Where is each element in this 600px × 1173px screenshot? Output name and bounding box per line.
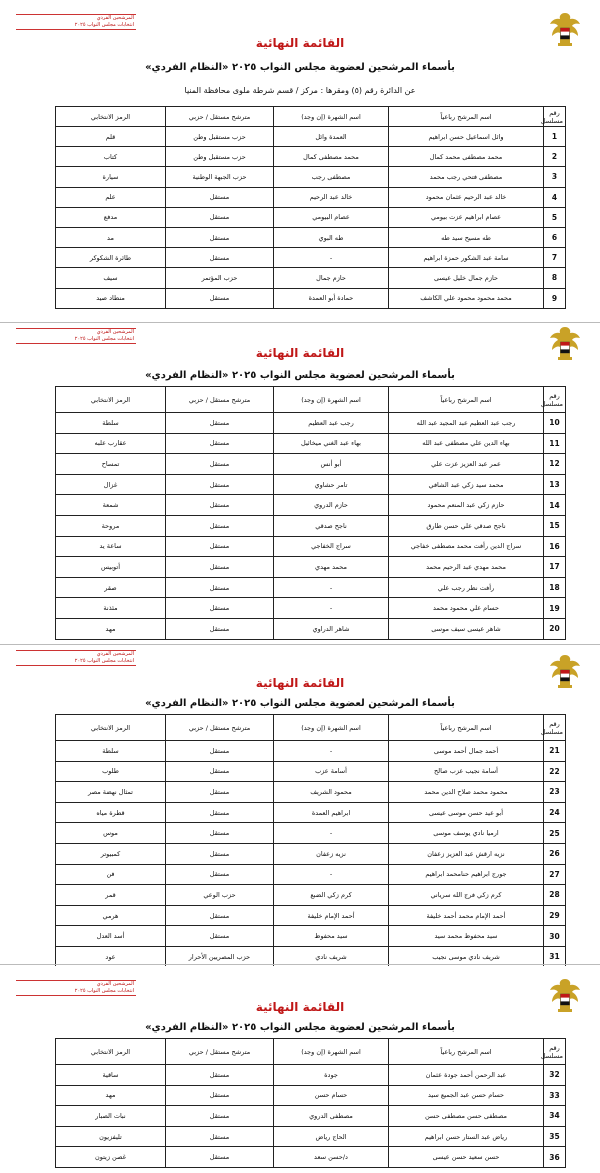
cell-fame: سراج الخفاجي (274, 536, 389, 557)
col-header-name: اسم المرشح رباعياً (389, 107, 544, 127)
cell-type: مستقل (166, 741, 274, 762)
cell-name: سراج الدين رأفت محمد مصطفى خفاجي (389, 536, 544, 557)
page-title: القائمة النهائية (255, 36, 345, 50)
cell-type: مستقل (166, 495, 274, 516)
cell-type: مستقل (166, 926, 274, 947)
cell-type: مستقل (166, 433, 274, 454)
cell-symbol: تمثال نهضة مصر (56, 782, 166, 803)
cell-type: مستقل (166, 515, 274, 536)
cell-name: مصطفى حسن مصطفى حسن (389, 1106, 544, 1127)
cell-num: 16 (544, 536, 566, 557)
cell-fame: محمد مهدي (274, 557, 389, 578)
cell-fame: حسام حسن (274, 1085, 389, 1106)
cell-num: 7 (544, 248, 566, 268)
cell-fame: - (274, 823, 389, 844)
cell-fame: أسامة عزب (274, 761, 389, 782)
table-row (56, 618, 566, 639)
cell-num: 35 (544, 1126, 566, 1147)
cell-name: مصطفى فتحي رجب محمد (389, 167, 544, 187)
table-row (56, 288, 566, 308)
page-divider (0, 964, 600, 965)
col-header-type: مترشح مستقل / حزبي (166, 715, 274, 741)
col-header-name: اسم المرشح رباعياً (389, 1039, 544, 1065)
cell-name: وائل اسماعيل حسن ابراهيم (389, 127, 544, 147)
table-row (56, 268, 566, 288)
col-header-symbol: الرمز الانتخابي (56, 387, 166, 413)
cell-num: 2 (544, 147, 566, 167)
col-header-symbol: الرمز الانتخابي (56, 1039, 166, 1065)
table-row (56, 843, 566, 864)
cell-num: 9 (544, 288, 566, 308)
table-row (56, 495, 566, 516)
cell-num: 25 (544, 823, 566, 844)
cell-fame: ناجح صدقي (274, 515, 389, 536)
table-row (56, 802, 566, 823)
table-row (56, 761, 566, 782)
cell-type: مستقل (166, 782, 274, 803)
cell-fame: حمادة أبو العمدة (274, 288, 389, 308)
cell-name: رأفت نظر رجب علي (389, 577, 544, 598)
candidates-table (55, 714, 566, 968)
cell-symbol: أتوبيس (56, 557, 166, 578)
cell-type: مستقل (166, 1106, 274, 1127)
header-stamp: المرشحين الفردي انتخابات مجلس النواب ٢٠٢٥ (16, 980, 136, 996)
cell-num: 27 (544, 864, 566, 885)
cell-num: 13 (544, 474, 566, 495)
cell-name: محمود محمد صلاح الدين محمد (389, 782, 544, 803)
cell-name: شاهر عيسى سيف موسى (389, 618, 544, 639)
table-row (56, 741, 566, 762)
cell-type: مستقل (166, 802, 274, 823)
cell-fame: رجب عبد العظيم (274, 413, 389, 434)
cell-fame: تامر حشاوي (274, 474, 389, 495)
table-row (56, 823, 566, 844)
page-divider (0, 322, 600, 323)
page-divider (0, 644, 600, 645)
cell-num: 3 (544, 167, 566, 187)
col-header-fame: اسم الشهرة (إن وجد) (274, 387, 389, 413)
cell-symbol: طائرة الشكوكر (56, 248, 166, 268)
table-row (56, 413, 566, 434)
table-row (56, 1147, 566, 1168)
cell-name: سامة عبد الشكور حمزة ابراهيم (389, 248, 544, 268)
cell-name: بهاء الدين علي مصطفى عبد الله (389, 433, 544, 454)
col-header-name: اسم المرشح رباعياً (389, 715, 544, 741)
col-header-symbol: الرمز الانتخابي (56, 107, 166, 127)
cell-symbol: علم (56, 187, 166, 207)
table-row (56, 1085, 566, 1106)
cell-name: نزيه ارقش عبد العزيز زعفان (389, 843, 544, 864)
cell-name: حسام علي محمود محمد (389, 598, 544, 619)
cell-symbol: تمساح (56, 454, 166, 475)
cell-symbol: سلطة (56, 413, 166, 434)
cell-num: 24 (544, 802, 566, 823)
cell-type: مستقل (166, 454, 274, 475)
cell-type: مستقل (166, 248, 274, 268)
cell-fame: خالد عبد الرحيم (274, 187, 389, 207)
cell-type: مستقل (166, 823, 274, 844)
cell-name: رياض عبد الستار حسن ابراهيم (389, 1126, 544, 1147)
cell-name: حسن سعيد حسن عيسى (389, 1147, 544, 1168)
cell-type: مستقل (166, 598, 274, 619)
cell-name: أحمد الإمام محمد أحمد خليفة (389, 905, 544, 926)
cell-fame: جودة (274, 1065, 389, 1086)
cell-fame: محمد مصطفى كمال (274, 147, 389, 167)
cell-num: 33 (544, 1085, 566, 1106)
table-row (56, 433, 566, 454)
table-row (56, 577, 566, 598)
table-row (56, 926, 566, 947)
cell-name: ناجح صدقي علي حسن طارق (389, 515, 544, 536)
cell-num: 34 (544, 1106, 566, 1127)
cell-symbol: قمر (56, 885, 166, 906)
col-header-name: اسم المرشح رباعياً (389, 387, 544, 413)
cell-fame: حازم الدروي (274, 495, 389, 516)
table-row (56, 905, 566, 926)
cell-symbol: هرمي (56, 905, 166, 926)
cell-symbol: مدفع (56, 207, 166, 227)
cell-num: 5 (544, 207, 566, 227)
cell-num: 31 (544, 946, 566, 967)
cell-fame: مصطفى رجب (274, 167, 389, 187)
page-title: القائمة النهائية (255, 346, 345, 360)
candidates-table (55, 386, 566, 640)
cell-symbol: موس (56, 823, 166, 844)
cell-num: 6 (544, 227, 566, 247)
cell-num: 15 (544, 515, 566, 536)
cell-symbol: مد (56, 227, 166, 247)
cell-type: مستقل (166, 187, 274, 207)
cell-num: 20 (544, 618, 566, 639)
table-row (56, 474, 566, 495)
cell-fame: - (274, 248, 389, 268)
cell-num: 23 (544, 782, 566, 803)
cell-fame: أبو أنس (274, 454, 389, 475)
cell-symbol: غصن زيتون (56, 1147, 166, 1168)
table-row (56, 515, 566, 536)
cell-type: مستقل (166, 864, 274, 885)
cell-fame: د/حسن سعد (274, 1147, 389, 1168)
cell-symbol: ساعة يد (56, 536, 166, 557)
cell-symbol: مهد (56, 618, 166, 639)
cell-name: أبو عيد حسن موسى عيسى (389, 802, 544, 823)
cell-num: 1 (544, 127, 566, 147)
cell-fame: سيد محفوظ (274, 926, 389, 947)
cell-num: 21 (544, 741, 566, 762)
cell-fame: شريف نادي (274, 946, 389, 967)
cell-name: حازم جمال خليل عيسى (389, 268, 544, 288)
cell-symbol: سلطة (56, 741, 166, 762)
cell-fame: مصطفى الدروي (274, 1106, 389, 1127)
cell-fame: أحمد الإمام خليفة (274, 905, 389, 926)
cell-name: أسامة نجيب عزب صالح (389, 761, 544, 782)
table-row (56, 864, 566, 885)
cell-num: 36 (544, 1147, 566, 1168)
cell-type: مستقل (166, 207, 274, 227)
header-stamp: المرشحين الفردي انتخابات مجلس النواب ٢٠٢٥ (16, 14, 136, 30)
cell-num: 26 (544, 843, 566, 864)
col-header-type: مترشح مستقل / حزبي (166, 107, 274, 127)
cell-type: حزب الجبهة الوطنية (166, 167, 274, 187)
col-header-fame: اسم الشهرة (إن وجد) (274, 1039, 389, 1065)
cell-fame: كرم زكي الضبع (274, 885, 389, 906)
cell-type: مستقل (166, 577, 274, 598)
table-row (56, 187, 566, 207)
cell-num: 29 (544, 905, 566, 926)
page-title: القائمة النهائية (255, 676, 345, 690)
page-subtitle: بأسماء المرشحين لعضوية مجلس النواب ٢٠٢٥ «النظام الفردي» (145, 698, 455, 709)
cell-fame: حازم جمال (274, 268, 389, 288)
cell-fame: طه البوي (274, 227, 389, 247)
col-header-num: رقم مسلسل (544, 107, 566, 127)
table-row (56, 782, 566, 803)
cell-num: 10 (544, 413, 566, 434)
candidates-table (55, 106, 566, 309)
cell-symbol: كتاب (56, 147, 166, 167)
col-header-num: رقم مسلسل (544, 387, 566, 413)
cell-name: جورج ابراهيم حنامحمد ابراهيم (389, 864, 544, 885)
page-subtitle: بأسماء المرشحين لعضوية مجلس النواب ٢٠٢٥ «النظام الفردي» (145, 370, 455, 381)
cell-type: مستقل (166, 618, 274, 639)
cell-name: كرم زكي فرج الله سرياني (389, 885, 544, 906)
cell-num: 22 (544, 761, 566, 782)
cell-num: 19 (544, 598, 566, 619)
cell-symbol: صقر (56, 577, 166, 598)
cell-symbol: منطاد صيد (56, 288, 166, 308)
cell-type: مستقل (166, 1065, 274, 1086)
col-header-num: رقم مسلسل (544, 715, 566, 741)
cell-type: مستقل (166, 1126, 274, 1147)
cell-type: مستقل (166, 557, 274, 578)
cell-fame: ابراهيم العمدة (274, 802, 389, 823)
document-page-3 (0, 646, 600, 962)
cell-symbol: طلوب (56, 761, 166, 782)
cell-type: حزب مستقبل وطن (166, 127, 274, 147)
cell-symbol: مهد (56, 1085, 166, 1106)
cell-num: 12 (544, 454, 566, 475)
cell-fame: محمود الشريف (274, 782, 389, 803)
cell-num: 17 (544, 557, 566, 578)
cell-num: 8 (544, 268, 566, 288)
cell-fame: - (274, 741, 389, 762)
cell-num: 30 (544, 926, 566, 947)
cell-num: 32 (544, 1065, 566, 1086)
table-row (56, 207, 566, 227)
cell-name: محمد محمود محمود علي الكاشف (389, 288, 544, 308)
cell-fame: العمدة وائل (274, 127, 389, 147)
col-header-fame: اسم الشهرة (إن وجد) (274, 715, 389, 741)
cell-type: مستقل (166, 1085, 274, 1106)
cell-symbol: شمعة (56, 495, 166, 516)
table-row (56, 557, 566, 578)
cell-name: عصام ابراهيم عزت بيومي (389, 207, 544, 227)
cell-symbol: مروحة (56, 515, 166, 536)
page-subtitle: بأسماء المرشحين لعضوية مجلس النواب ٢٠٢٥ «النظام الفردي» (145, 62, 455, 73)
document-page-2 (0, 324, 600, 642)
cell-symbol: أسد العدل (56, 926, 166, 947)
cell-fame: - (274, 598, 389, 619)
cell-name: خالد عبد الرحيم عثمان محمود (389, 187, 544, 207)
page-subtitle: بأسماء المرشحين لعضوية مجلس النواب ٢٠٢٥ «النظام الفردي» (145, 1022, 455, 1033)
table-row (56, 454, 566, 475)
cell-symbol: سيف (56, 268, 166, 288)
cell-name: حازم زكي عبد المنعم محمود (389, 495, 544, 516)
cell-fame: الحاج رياض (274, 1126, 389, 1147)
table-row (56, 248, 566, 268)
header-stamp: المرشحين الفردي انتخابات مجلس النواب ٢٠٢٥ (16, 328, 136, 344)
cell-symbol: عقارب علبه (56, 433, 166, 454)
cell-name: أحمد جمال أحمد موسى (389, 741, 544, 762)
cell-type: حزب مستقبل وطن (166, 147, 274, 167)
page-title: القائمة النهائية (255, 1000, 345, 1014)
cell-symbol: تليفزيون (56, 1126, 166, 1147)
cell-type: مستقل (166, 761, 274, 782)
table-row (56, 598, 566, 619)
cell-name: محمد مهدي عبد الرحيم محمد (389, 557, 544, 578)
cell-symbol: غزال (56, 474, 166, 495)
cell-type: مستقل (166, 227, 274, 247)
cell-name: طه مسيح سيد طه (389, 227, 544, 247)
cell-name: ارميا نادي يوسف موسى (389, 823, 544, 844)
table-row (56, 536, 566, 557)
cell-type: مستقل (166, 905, 274, 926)
col-header-num: رقم مسلسل (544, 1039, 566, 1065)
cell-name: سيد محفوظ محمد سيد (389, 926, 544, 947)
table-row (56, 1106, 566, 1127)
cell-type: مستقل (166, 413, 274, 434)
table-row (56, 127, 566, 147)
cell-fame: بهاء عبد الغني ميخائيل (274, 433, 389, 454)
cell-name: شريف نادي موسى نجيب (389, 946, 544, 967)
cell-symbol: قلم (56, 127, 166, 147)
cell-symbol: عود (56, 946, 166, 967)
cell-fame: شاهر الدراوي (274, 618, 389, 639)
cell-type: مستقل (166, 288, 274, 308)
cell-num: 11 (544, 433, 566, 454)
cell-type: مستقل (166, 843, 274, 864)
document-page-1 (0, 0, 600, 320)
cell-num: 18 (544, 577, 566, 598)
cell-symbol: ساقية (56, 1065, 166, 1086)
table-row (56, 1126, 566, 1147)
col-header-type: مترشح مستقل / حزبي (166, 1039, 274, 1065)
cell-num: 28 (544, 885, 566, 906)
cell-type: مستقل (166, 1147, 274, 1168)
cell-type: حزب الوعي (166, 885, 274, 906)
table-row (56, 147, 566, 167)
cell-symbol: فن (56, 864, 166, 885)
cell-symbol: قطرة مياه (56, 802, 166, 823)
cell-fame: عصام البيومي (274, 207, 389, 227)
col-header-fame: اسم الشهرة (إن وجد) (274, 107, 389, 127)
cell-name: محمد مصطفى محمد كمال (389, 147, 544, 167)
circuit-info: عن الدائرة رقم (٥) ومقرها : مركز / قسم شرطة ملوى محافظة المنيا (184, 86, 416, 95)
cell-name: حسام حسن عبد الجميع سيد (389, 1085, 544, 1106)
header-stamp: المرشحين الفردي انتخابات مجلس النواب ٢٠٢٥ (16, 650, 136, 666)
cell-num: 4 (544, 187, 566, 207)
cell-symbol: مئذنة (56, 598, 166, 619)
cell-symbol: سيارة (56, 167, 166, 187)
table-row (56, 167, 566, 187)
cell-type: حزب المصريين الأحرار (166, 946, 274, 967)
cell-symbol: نبات الصبار (56, 1106, 166, 1127)
cell-fame: - (274, 577, 389, 598)
table-row (56, 1065, 566, 1086)
table-row (56, 227, 566, 247)
document-page-4 (0, 966, 600, 1173)
cell-type: مستقل (166, 474, 274, 495)
table-row (56, 885, 566, 906)
cell-fame: نزيه زعفان (274, 843, 389, 864)
cell-type: حزب المؤتمر (166, 268, 274, 288)
cell-name: عبد الرحمن أحمد جودة عثمان (389, 1065, 544, 1086)
cell-num: 14 (544, 495, 566, 516)
cell-symbol: كمبيوتر (56, 843, 166, 864)
cell-name: محمد سيد زكي عبد الشافي (389, 474, 544, 495)
col-header-symbol: الرمز الانتخابي (56, 715, 166, 741)
cell-name: رجب عبد العظيم عبد المجيد عبد الله (389, 413, 544, 434)
col-header-type: مترشح مستقل / حزبي (166, 387, 274, 413)
cell-name: عمر عبد العزيز عزت علي (389, 454, 544, 475)
cell-type: مستقل (166, 536, 274, 557)
cell-fame: - (274, 864, 389, 885)
candidates-table (55, 1038, 566, 1168)
